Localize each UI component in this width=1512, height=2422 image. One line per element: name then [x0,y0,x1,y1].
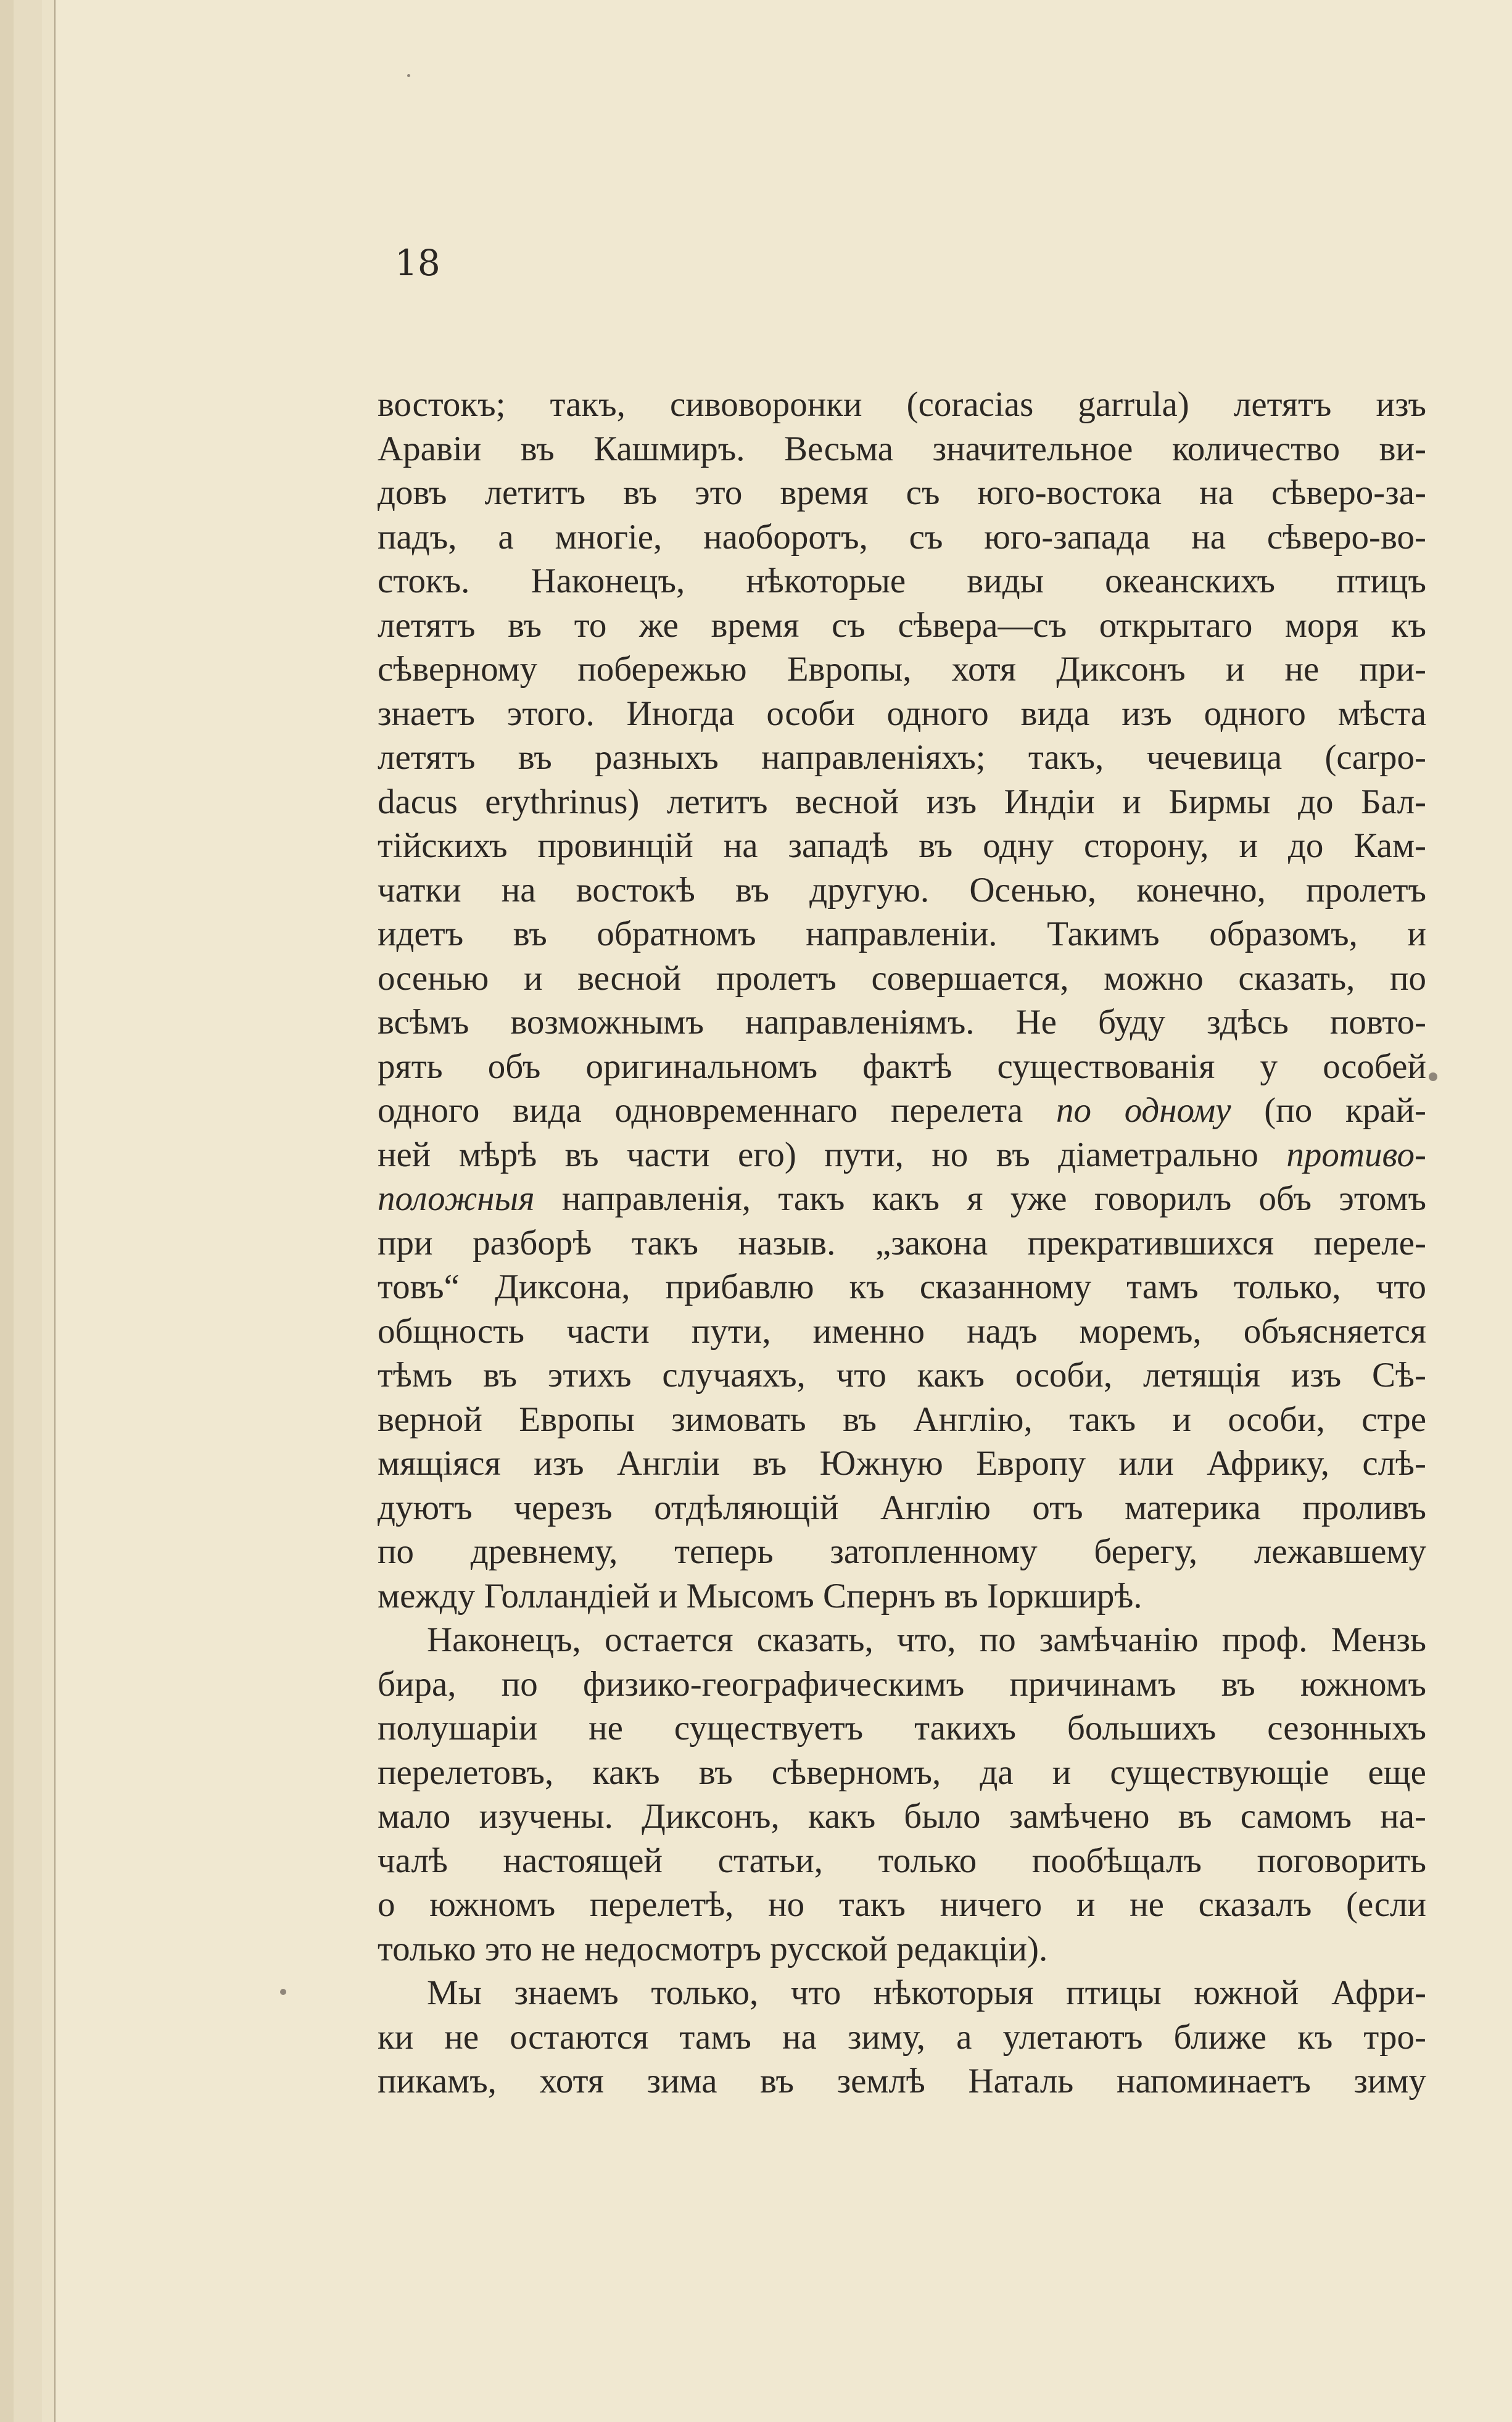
body-text [378,383,1426,2104]
text-line [378,1353,1426,1398]
page-edge [14,0,30,2422]
text-run: рять объ оригинальномъ фактѣ существованія у особей [378,1047,1426,1086]
text-line [378,1000,1426,1045]
text-line [378,1662,1426,1707]
text-run: тѣмъ въ этихъ случаяхъ, что какъ особи, летящія изъ Сѣ- [378,1356,1426,1395]
text-run: знаетъ этого. Иногда особи одного вида изъ одного мѣста [378,694,1426,733]
page-edge [42,0,56,2422]
text-line [378,383,1426,427]
text-run: пикамъ, хотя зима въ землѣ Наталь напоминаетъ зиму [378,2062,1426,2101]
text-run: дуютъ черезъ отдѣляющій Англію отъ материка проливъ [378,1488,1426,1527]
text-line [378,1441,1426,1486]
text-run: падъ, а многіе, наоборотъ, съ юго-запада на сѣверо-во- [378,517,1426,557]
text-run: ки не остаются тамъ на зиму, а улетаютъ ближе къ тро- [378,2017,1426,2057]
ink-spot [280,1989,286,1995]
italic-phrase: противо- [1286,1135,1426,1174]
text-run: мало изучены. Диксонъ, какъ было замѣчено въ самомъ на- [378,1797,1426,1836]
text-line [378,780,1426,824]
text-line [378,427,1426,471]
page-number: 18 [395,242,440,284]
text-line [378,1839,1426,1883]
text-line [378,1133,1426,1177]
text-line [378,1794,1426,1839]
text-line [378,1045,1426,1089]
text-run: (по край- [1231,1091,1426,1130]
text-line [378,736,1426,780]
text-run: при разборѣ такъ назыв. „закона прекратившихся переле- [378,1223,1426,1263]
text-line [378,1883,1426,1927]
text-line [378,1177,1426,1221]
text-run: идетъ въ обратномъ направленіи. Такимъ образомъ, и [378,914,1426,953]
text-line [378,824,1426,868]
text-run: стокъ. Наконецъ, нѣкоторые виды океанскихъ птицъ [378,562,1426,600]
text-line [378,1706,1426,1751]
text-run: Мы знаемъ только, что нѣкоторыя птицы южной Афри- [427,1973,1426,2012]
italic-phrase: по одному [1056,1091,1231,1130]
text-line [378,1618,1426,1662]
text-run: чатки на востокѣ въ другую. Осенью, конечно, пролетъ [378,870,1426,910]
text-line [378,1971,1426,2015]
text-run: тійскихъ провинцій на западѣ въ одну сторону, и до Кам- [378,826,1426,865]
text-run: полушаріи не существуетъ такихъ большихъ сезонныхъ [378,1709,1426,1748]
text-line [378,603,1426,648]
text-line [378,692,1426,736]
text-run: о южномъ перелетѣ, но такъ ничего и не сказалъ (если [378,1885,1426,1924]
text-run: ней мѣрѣ въ части его) пути, но въ діаметрально [378,1135,1287,1174]
text-line [378,515,1426,560]
text-run: по древнему, теперь затопленному берегу, лежавшему [378,1532,1426,1571]
text-line [378,1221,1426,1266]
text-line [378,1265,1426,1309]
ink-spot [1429,1072,1437,1081]
text-line [378,1309,1426,1354]
text-run: довъ летитъ въ это время съ юго-востока на сѣверо-за- [378,473,1426,512]
text-run: общность части пути, именно надъ моремъ, объясняется [378,1311,1426,1351]
text-run: Аравіи въ Кашмиръ. Весьма значительное количество ви- [378,429,1426,468]
text-run: перелетовъ, какъ въ сѣверномъ, да и существующіе еще [378,1752,1426,1792]
text-line [378,559,1426,603]
text-run: направленія, такъ какъ я уже говорилъ объ этомъ [534,1179,1426,1218]
text-run: чалѣ настоящей статьи, только пообѣщалъ поговорить [378,1841,1426,1880]
text-line [378,868,1426,913]
text-line [378,1751,1426,1795]
text-line [378,912,1426,956]
ink-spot [407,74,410,77]
text-run: товъ“ Диксона, прибавлю къ сказанному тамъ только, что [378,1267,1426,1306]
text-line [378,1089,1426,1133]
text-line [378,471,1426,515]
text-line [378,1927,1426,1972]
text-run: верной Европы зимовать въ Англію, такъ и особи, стре [378,1400,1426,1439]
italic-phrase: положныя [378,1179,535,1218]
text-run: осенью и весной пролетъ совершается, можно сказать, по [378,958,1426,998]
text-run: сѣверному побережью Европы, хотя Диксонъ и не при- [378,650,1426,689]
text-run: бира, по физико-географическимъ причинамъ въ южномъ [378,1664,1426,1704]
text-run: летятъ въ разныхъ направленіяхъ; такъ, чечевица (carpo- [378,738,1426,777]
text-run: между Голландіей и Мысомъ Спернъ въ Іоркширѣ. [378,1576,1142,1615]
text-run: одного вида одновременнаго перелета [378,1091,1056,1130]
text-run: мящіяся изъ Англіи въ Южную Европу или Африку, слѣ- [378,1444,1426,1483]
text-line [378,647,1426,692]
text-run: только это не недосмотръ русской редакціи). [378,1929,1048,1968]
text-run: летятъ въ то же время съ сѣвера—съ открытаго моря къ [378,605,1426,645]
text-line [378,1398,1426,1442]
text-line [378,956,1426,1001]
text-line [378,1574,1426,1619]
text-line [378,1486,1426,1530]
text-run: востокъ; такъ, сивоворонки (coracias garrula) летятъ изъ [378,385,1426,424]
text-line [378,2059,1426,2104]
text-run: dacus erythrinus) летитъ весной изъ Индіи и Бирмы до Бал- [378,782,1426,821]
text-line [378,1530,1426,1574]
text-run: Наконецъ, остается сказать, что, по замѣчанію проф. Мензь [427,1620,1426,1659]
text-line [378,2015,1426,2060]
text-run: всѣмъ возможнымъ направленіямъ. Не буду здѣсь повто- [378,1003,1426,1042]
